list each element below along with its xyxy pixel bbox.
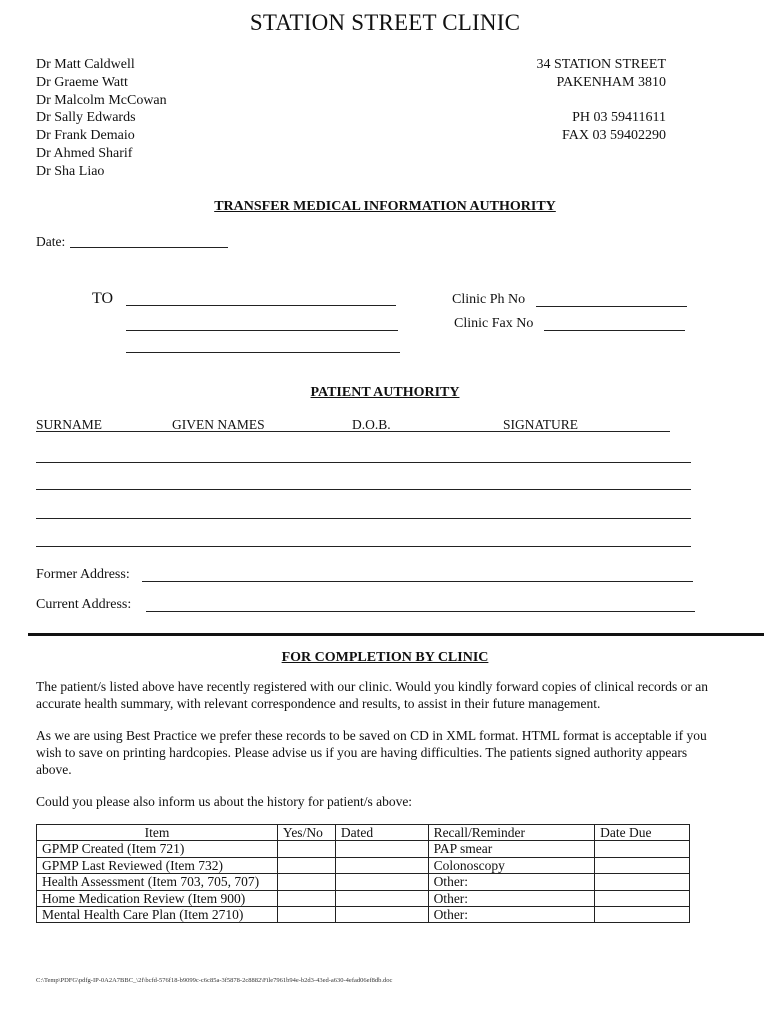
doctor-list bbox=[36, 56, 167, 181]
recall-cell: Colonoscopy bbox=[428, 857, 595, 873]
header-date-due: Date Due bbox=[595, 825, 690, 841]
dated-cell[interactable] bbox=[335, 874, 428, 890]
table-row bbox=[37, 890, 690, 906]
to-field-line-3[interactable] bbox=[126, 352, 400, 353]
address-suburb: PAKENHAM 3810 bbox=[556, 74, 666, 90]
recall-cell: Other: bbox=[428, 890, 595, 906]
to-field-line-1[interactable] bbox=[126, 305, 396, 306]
dated-cell[interactable] bbox=[335, 907, 428, 923]
table-row bbox=[37, 874, 690, 890]
to-field-line-2[interactable] bbox=[126, 330, 398, 331]
yes-no-cell[interactable] bbox=[277, 890, 335, 906]
clinic-fax: FAX 03 59402290 bbox=[562, 128, 666, 144]
table-header-row bbox=[37, 825, 690, 841]
patient-row-line-3[interactable] bbox=[36, 518, 691, 519]
date-due-cell[interactable] bbox=[595, 874, 690, 890]
section-divider bbox=[28, 633, 764, 636]
doctor-name: Dr Malcolm McCowan bbox=[36, 92, 167, 108]
doctor-name: Dr Matt Caldwell bbox=[36, 57, 135, 72]
patient-authority-heading: PATIENT AUTHORITY bbox=[310, 385, 460, 400]
header-recall: Recall/Reminder bbox=[428, 825, 595, 841]
date-due-cell[interactable] bbox=[595, 890, 690, 906]
item-cell: GPMP Last Reviewed (Item 732) bbox=[37, 857, 278, 873]
date-due-cell[interactable] bbox=[595, 907, 690, 923]
form-title: TRANSFER MEDICAL INFORMATION AUTHORITY bbox=[214, 199, 556, 214]
item-cell: Mental Health Care Plan (Item 2710) bbox=[37, 907, 278, 923]
history-table bbox=[36, 824, 690, 923]
patient-row-line-2[interactable] bbox=[36, 489, 691, 490]
current-address-label: Current Address: bbox=[36, 597, 132, 612]
col-given-names: GIVEN NAMES bbox=[172, 417, 265, 432]
table-row bbox=[37, 857, 690, 873]
clinic-ph-field[interactable] bbox=[536, 306, 687, 307]
date-due-cell[interactable] bbox=[595, 841, 690, 857]
col-dob: D.O.B. bbox=[352, 417, 391, 432]
doctor-name: Dr Graeme Watt bbox=[36, 74, 128, 90]
col-signature: SIGNATURE bbox=[503, 417, 579, 432]
yes-no-cell[interactable] bbox=[277, 841, 335, 857]
dated-cell[interactable] bbox=[335, 890, 428, 906]
history-request-paragraph: Could you please also inform us about the history for patient/s above: bbox=[36, 794, 413, 809]
clinic-fax-field[interactable] bbox=[544, 330, 685, 331]
clinic-name: STATION STREET CLINIC bbox=[249, 10, 521, 35]
format-paragraph: As we are using Best Practice we prefer these records to be saved on CD in XML format. HTML format is acceptable if you wish to save on printing hardcopies. Please advise us if you are having difficulties. The patients signed authority appears above. bbox=[36, 728, 707, 777]
date-due-cell[interactable] bbox=[595, 857, 690, 873]
doctor-name: Dr Ahmed Sharif bbox=[36, 145, 133, 161]
current-address-field[interactable] bbox=[146, 611, 695, 612]
recall-cell: Other: bbox=[428, 874, 595, 890]
item-cell: Health Assessment (Item 703, 705, 707) bbox=[37, 874, 278, 890]
former-address-label: Former Address: bbox=[36, 567, 130, 582]
clinic-ph-label: Clinic Ph No bbox=[452, 292, 526, 307]
clinic-section-heading: FOR COMPLETION BY CLINIC bbox=[281, 650, 489, 665]
yes-no-cell[interactable] bbox=[277, 857, 335, 873]
recall-cell: Other: bbox=[428, 907, 595, 923]
date-label: Date: bbox=[36, 234, 66, 249]
former-address-field[interactable] bbox=[142, 581, 693, 582]
clinic-fax-label: Clinic Fax No bbox=[454, 316, 534, 331]
date-field[interactable] bbox=[70, 247, 228, 248]
recall-cell: PAP smear bbox=[428, 841, 595, 857]
col-surname: SURNAME bbox=[36, 417, 103, 432]
header-item: Item bbox=[37, 825, 278, 841]
to-label: TO bbox=[92, 290, 114, 307]
patient-columns-underline bbox=[36, 431, 670, 432]
header-dated: Dated bbox=[335, 825, 428, 841]
footer-file-path: C:\Temp\PDFG\pdfg-IP-0A2A7BBC_\2f\bcfd-576f18-b9099c-c6c85a-3f5878-2c8882\File7961b94e-b2d3-43ed-a630-4efad06ef8db.doc bbox=[36, 977, 393, 984]
request-paragraph: The patient/s listed above have recently registered with our clinic. Would you kindly forward copies of clinical records or an accurate health summary, with relevant correspondence and results, to assist in their future management. bbox=[36, 679, 708, 711]
yes-no-cell[interactable] bbox=[277, 874, 335, 890]
dated-cell[interactable] bbox=[335, 841, 428, 857]
doctor-name: Dr Sha Liao bbox=[36, 163, 105, 179]
doctor-name: Dr Sally Edwards bbox=[36, 110, 136, 126]
table-row bbox=[37, 841, 690, 857]
table-row bbox=[37, 907, 690, 923]
dated-cell[interactable] bbox=[335, 857, 428, 873]
address-street: 34 STATION STREET bbox=[536, 57, 666, 72]
clinic-address bbox=[536, 56, 666, 145]
item-cell: Home Medication Review (Item 900) bbox=[37, 890, 278, 906]
header-yes-no: Yes/No bbox=[277, 825, 335, 841]
patient-row-line-4[interactable] bbox=[36, 546, 691, 547]
item-cell: GPMP Created (Item 721) bbox=[37, 841, 278, 857]
patient-row-line-1[interactable] bbox=[36, 462, 691, 463]
clinic-phone: PH 03 59411611 bbox=[572, 110, 666, 126]
yes-no-cell[interactable] bbox=[277, 907, 335, 923]
doctor-name: Dr Frank Demaio bbox=[36, 128, 135, 144]
